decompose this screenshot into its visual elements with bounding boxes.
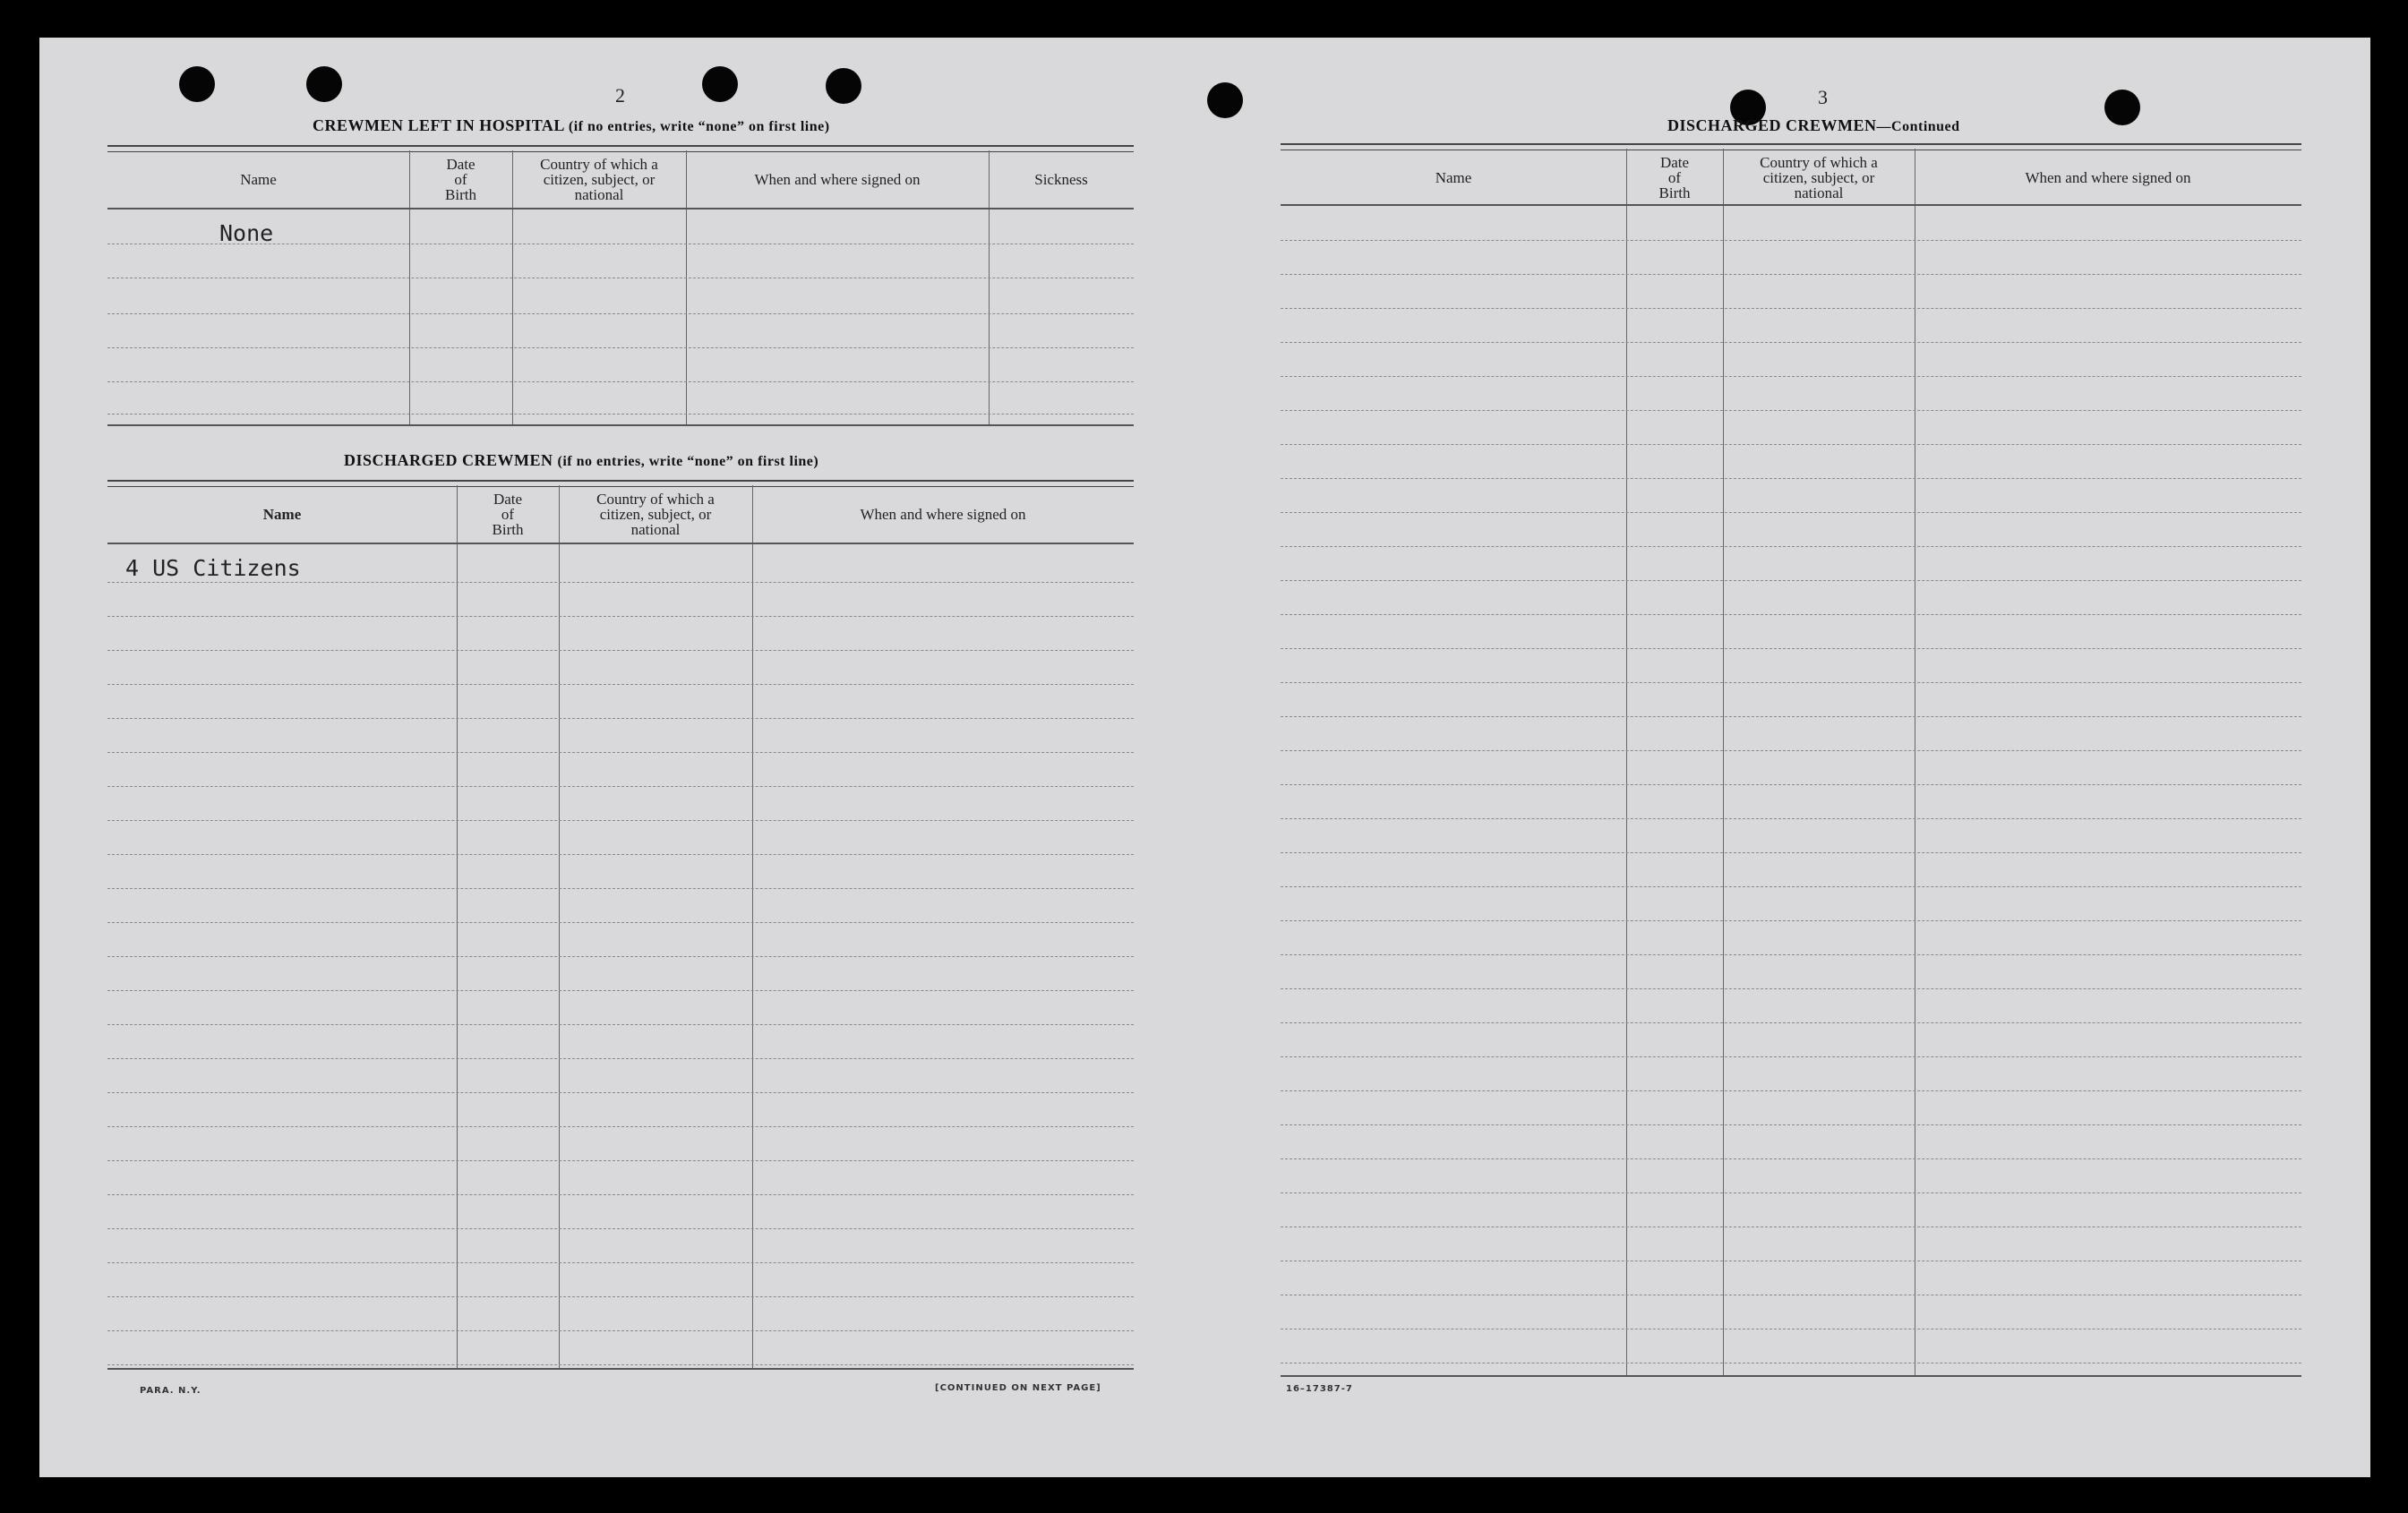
ruled-line: [107, 956, 1134, 957]
ruled-line: [1281, 682, 2301, 683]
ruled-line: [1281, 648, 2301, 649]
hospital-instruction: (if no entries, write “none” on first line): [568, 119, 830, 134]
ruled-line: [107, 990, 1134, 991]
column-header-signed-on: When and where signed on: [860, 505, 1026, 523]
column-header-name: Name: [1435, 168, 1472, 186]
column-header-signed-on: When and where signed on: [2025, 168, 2191, 186]
ruled-line: [107, 1126, 1134, 1127]
discharged-title-text: DISCHARGED CREWMEN: [344, 451, 553, 469]
ruled-line: [107, 650, 1134, 651]
ruled-line: [107, 1364, 1134, 1365]
ruled-line: [107, 1160, 1134, 1161]
hospital-title-text: CREWMEN LEFT IN HOSPITAL: [313, 116, 564, 134]
ruled-line: [107, 854, 1134, 855]
punch-hole: [1207, 82, 1243, 118]
continued-table: [1281, 143, 2301, 1379]
ruled-line: [107, 1228, 1134, 1229]
ruled-line: [107, 582, 1134, 583]
ruled-line: [1281, 478, 2301, 479]
hospital-table: [107, 145, 1134, 432]
ruled-line: [1281, 750, 2301, 751]
ruled-line: [1281, 580, 2301, 581]
column-header-name: Name: [240, 170, 277, 188]
ruled-line: [1281, 1124, 2301, 1125]
column-header-dob: Date of Birth: [492, 490, 524, 538]
continued-section-title: [1667, 116, 1960, 135]
ruled-line: [107, 1296, 1134, 1297]
left-page: [39, 38, 1204, 1477]
discharged-section-title: [344, 451, 818, 470]
ruled-line: [1281, 240, 2301, 241]
ruled-line: [1281, 886, 2301, 887]
ruled-line: [107, 752, 1134, 753]
column-header-sickness: Sickness: [1034, 170, 1088, 188]
continued-title-text: DISCHARGED CREWMEN: [1667, 116, 1877, 134]
ruled-line: [1281, 954, 2301, 955]
punch-hole: [826, 68, 861, 104]
discharged-entry: 4 US Citizens: [125, 555, 301, 581]
ruled-line: [107, 786, 1134, 787]
ruled-line: [1281, 920, 2301, 921]
ruled-line: [1281, 546, 2301, 547]
ruled-line: [107, 1092, 1134, 1093]
ruled-line: [107, 718, 1134, 719]
ruled-line: [1281, 376, 2301, 377]
ruled-line: [1281, 1090, 2301, 1091]
document-sheet: [39, 38, 2370, 1477]
right-page: [1204, 38, 2370, 1477]
ruled-line: [1281, 342, 2301, 343]
discharged-instruction: (if no entries, write “none” on first line): [557, 454, 819, 469]
column-header-country: Country of which a citizen, subject, or national: [1760, 153, 1878, 201]
ruled-line: [1281, 1022, 2301, 1023]
hospital-section-title: [313, 116, 830, 135]
ruled-line: [107, 1194, 1134, 1195]
printer-mark: PARA. N.Y.: [140, 1386, 201, 1396]
page-number: 2: [615, 84, 625, 107]
ruled-line: [107, 616, 1134, 617]
page-number: 3: [1818, 86, 1828, 108]
ruled-line: [1281, 818, 2301, 819]
ruled-line: [1281, 308, 2301, 309]
column-header-country: Country of which a citizen, subject, or national: [596, 490, 715, 538]
ruled-line: [1281, 614, 2301, 615]
continued-suffix: —Continued: [1876, 119, 1960, 134]
ruled-line: [107, 684, 1134, 685]
ruled-line: [1281, 1192, 2301, 1193]
column-header-name: Name: [262, 505, 302, 523]
ruled-line: [1281, 274, 2301, 275]
column-header-dob: Date of Birth: [445, 155, 476, 203]
column-header-country: Country of which a citizen, subject, or national: [540, 155, 658, 203]
punch-hole: [306, 66, 342, 102]
punch-hole: [2104, 90, 2140, 125]
ruled-line: [107, 922, 1134, 923]
continued-note: [CONTINUED ON NEXT PAGE]: [935, 1383, 1101, 1393]
ruled-line: [1281, 1056, 2301, 1057]
ruled-line: [1281, 410, 2301, 411]
ruled-line: [107, 1058, 1134, 1059]
hospital-entry: None: [219, 220, 274, 246]
ruled-line: [107, 1262, 1134, 1263]
ruled-line: [1281, 1158, 2301, 1159]
discharged-table: [107, 480, 1134, 1375]
punch-hole: [179, 66, 215, 102]
ruled-line: [107, 1024, 1134, 1025]
ruled-line: [1281, 988, 2301, 989]
column-header-signed-on: When and where signed on: [754, 170, 921, 188]
form-number: 16–17387-7: [1286, 1384, 1353, 1394]
ruled-line: [107, 820, 1134, 821]
ruled-line: [1281, 784, 2301, 785]
ruled-line: [107, 1330, 1134, 1331]
column-header-dob: Date of Birth: [1658, 153, 1691, 201]
ruled-line: [1281, 512, 2301, 513]
ruled-line: [1281, 444, 2301, 445]
ruled-line: [107, 888, 1134, 889]
ruled-line: [1281, 716, 2301, 717]
ruled-line: [1281, 852, 2301, 853]
punch-hole: [702, 66, 738, 102]
